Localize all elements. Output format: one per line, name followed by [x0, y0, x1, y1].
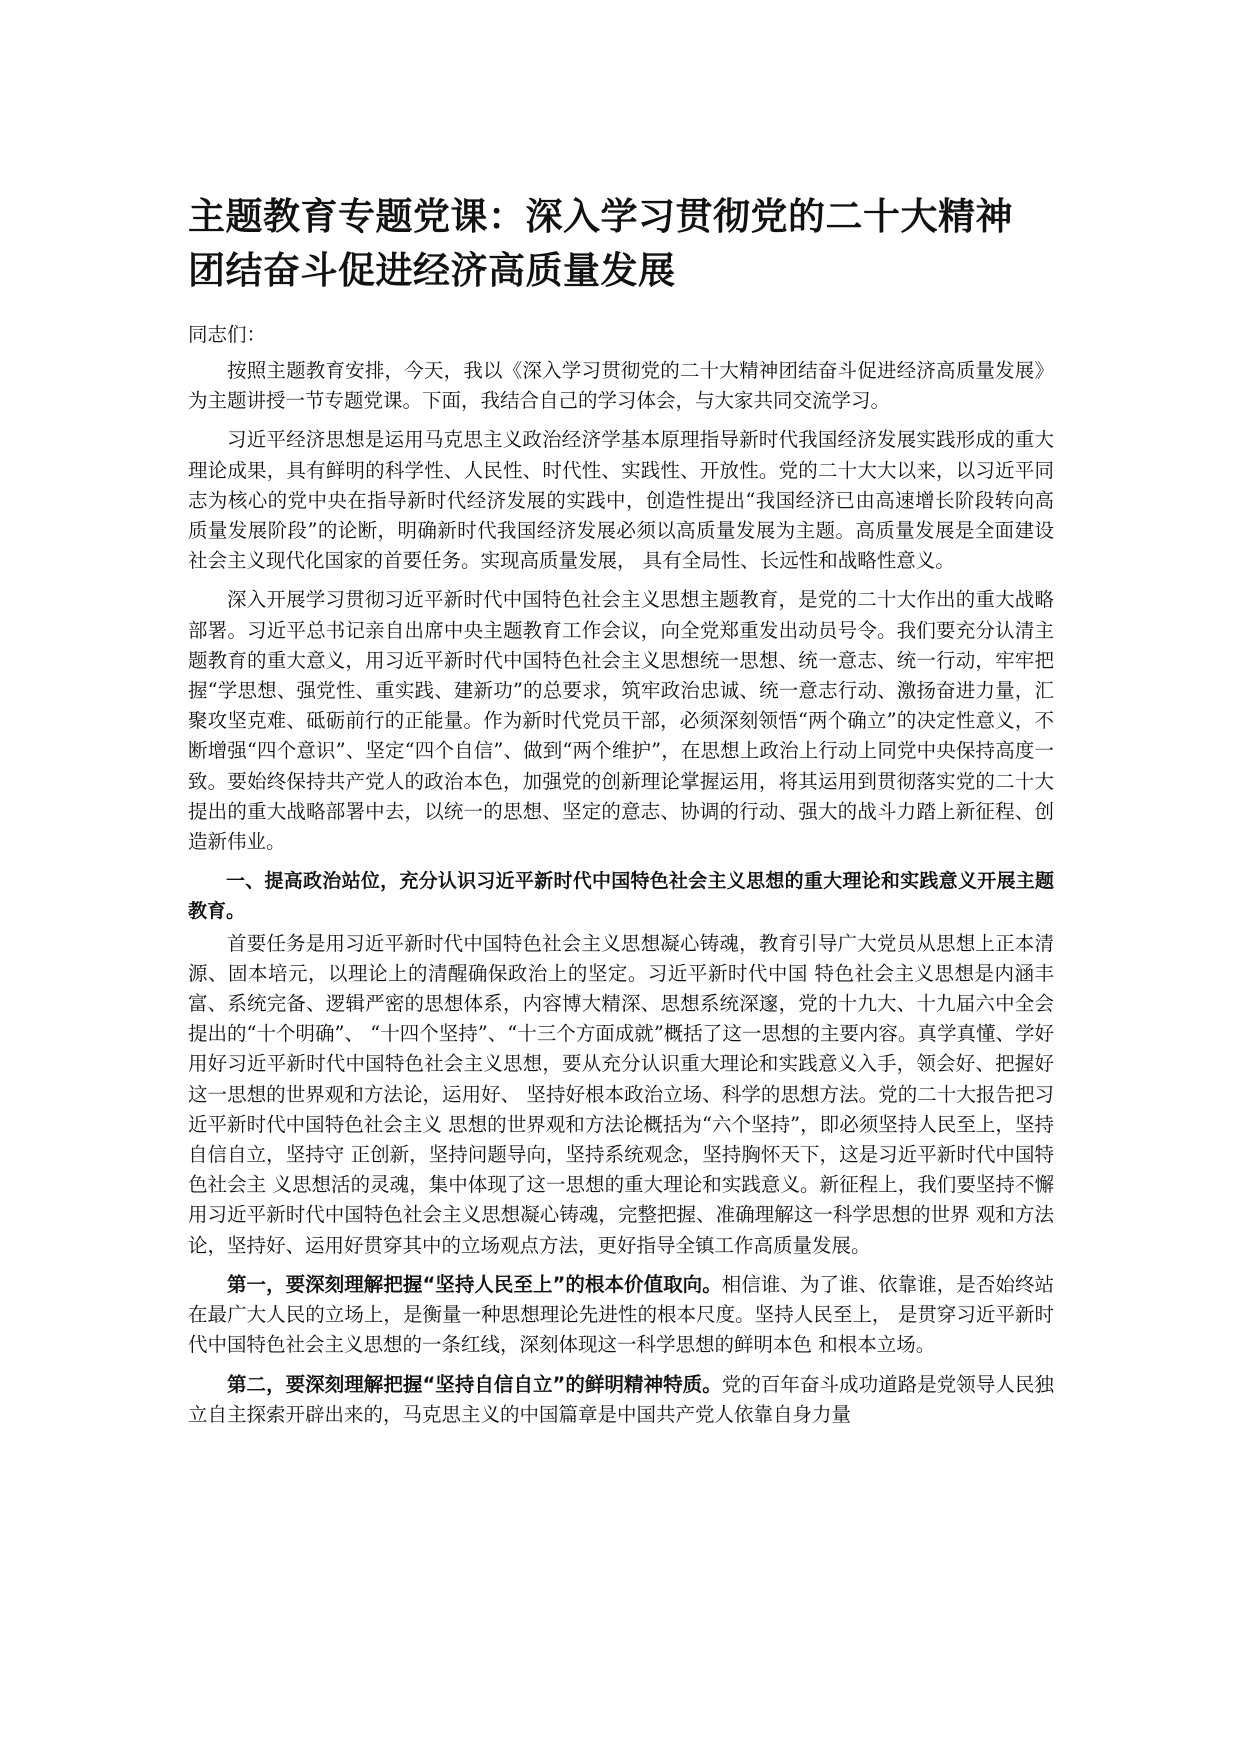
greeting: 同志们：: [188, 323, 267, 346]
paragraph-economic-thought: 习近平经济思想是运用马克思主义政治经济学基本原理指导新时代我国经济发展实践形成的重大理论成果，具有鲜明的科学性、人民性、时代性、实践性、开放性。党的二十大大以来，以习近平同志为核心的党中央在指导新时代经济发展的实践中，创造性提出“我国经济已由高速增长阶段转向高质量发展阶段”的论断，明确新时代我国经济发展必须以高质量发展为主题。高质量发展是全面建设社会主义现代化国家的首要任务。实现高质量发展， 具有全局性、长远性和战略性意义。: [188, 428, 1054, 573]
point-2-text: 党的百年奋斗成功道路是党领导人民独立自主探索开辟出来的，马克思主义的中国篇章是中国共产党人依靠自身力量: [188, 1372, 1054, 1426]
point-1-text: 相信谁、为了谁、依靠谁，是否始终站在最广大人民的立场上，是衡量一种思想理论先进性的根本尺度。坚持人民至上， 是贯穿习近平新时代中国特色社会主义思想的一条红线，深刻体现这一科学思想的鲜明本色 和根本立场。: [188, 1272, 1054, 1357]
section-heading-1: 一、提高政治站位，充分认识习近平新时代中国特色社会主义思想的重大理论和实践意义开展主题教育。: [188, 870, 1054, 923]
document-page: [188, 190, 1054, 1439]
paragraph-intro: 按照主题教育安排，今天，我以《深入学习贯彻党的二十大精神团结奋斗促进经济高质量发展》为主题讲授一节专题党课。下面，我结合自己的学习体会，与大家共同交流学习。: [188, 359, 1054, 413]
document-title: [188, 190, 1054, 298]
point-1-lead: 第一，要深刻理解把握“坚持人民至上”的根本价值取向。: [227, 1272, 722, 1296]
title-line-1: 主题教育专题党课：深入学习贯彻党的二十大精神: [188, 195, 1013, 238]
point-2-lead: 第二，要深刻理解把握“坚持自信自立”的鲜明精神特质。: [227, 1372, 722, 1396]
paragraph-theme-education: 深入开展学习贯彻习近平新时代中国特色社会主义思想主题教育，是党的二十大作出的重大战略部署。习近平总书记亲自出席中央主题教育工作会议，向全党郑重发出动员号令。我们要充分认清主题教育的重大意义，用习近平新时代中国特色社会主义思想统一思想、统一意志、统一行动，牢牢把握“学思想、强党性、重实践、建新功”的总要求，筑牢政治忠诚、统一意志行动、激扬奋进力量，汇聚攻坚克难、砥砺前行的正能量。作为新时代党员干部，必须深刻领悟“两个确立”的决定性意义，不断增强“四个意识”、坚定“四个自信”、做到“两个维护”，在思想上政治上行动上同党中央保持高度一致。要始终保持共产党人的政治本色，加强党的创新理论掌握运用，将其运用到贯彻落实党的二十大提出的重大战略部署中去，以统一的思想、坚定的意志、协调的行动、强大的战斗力踏上新征程、创造新伟业。: [188, 588, 1054, 854]
title-line-2: 团结奋斗促进经济高质量发展: [188, 249, 676, 292]
paragraph-point-1: [188, 1270, 1054, 1361]
paragraph-point-2: [188, 1370, 1054, 1430]
paragraph-section-1: 首要任务是用习近平新时代中国特色社会主义思想凝心铸魂，教育引导广大党员从思想上正本清源、固本培元，以理论上的清醒确保政治上的坚定。习近平新时代中国 特色社会主义思想是内涵丰富、系统完备、逻辑严密的思想体系，内容博大精深、思想系统深邃，党的十九大、十九届六中全会提出的“十个明确”、 “十四个坚持”、“十三个方面成就”概括了这一思想的主要内容。真学真懂、学好用好习近平新时代中国特色社会主义思想，要从充分认识重大理论和实践意义入手，领会好、把握好这一思想的世界观和方法论，运用好、 坚持好根本政治立场、科学的思想方法。党的二十大报告把习近平新时代中国特色社会主义 思想的世界观和方法论概括为“六个坚持”，即必须坚持人民至上，坚持自信自立，坚持守 正创新，坚持问题导向，坚持系统观念，坚持胸怀天下，这是习近平新时代中国特色社会主 义思想活的灵魂，集中体现了这一思想的重大理论和实践意义。新征程上，我们要坚持不懈 用习近平新时代中国特色社会主义思想凝心铸魂，完整把握、准确理解这一科学思想的世界 观和方法论，坚持好、运用好贯穿其中的立场观点方法，更好指导全镇工作高质量发展。: [188, 931, 1054, 1257]
